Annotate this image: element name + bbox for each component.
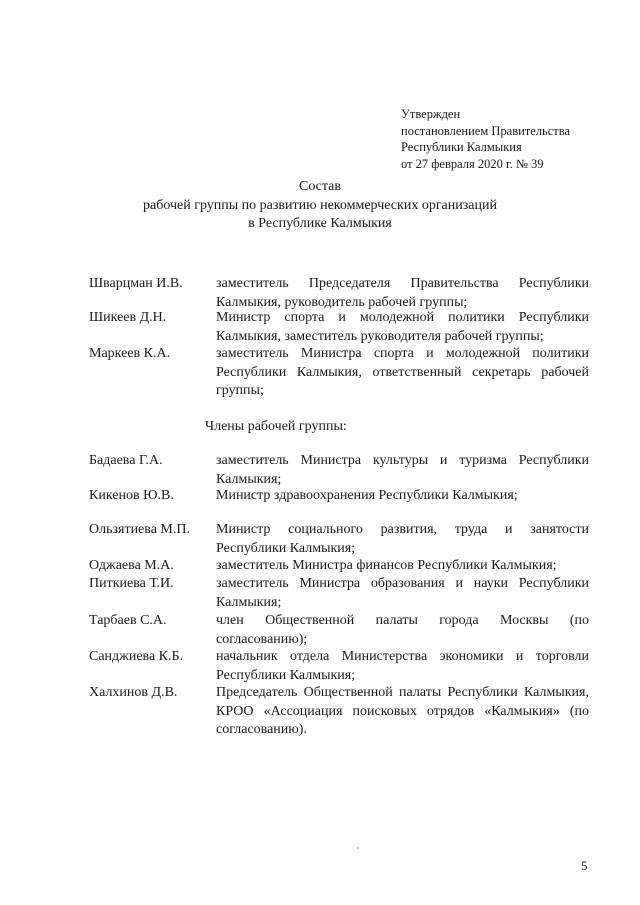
member-role: заместитель Министра образования и науки Республики Калмыкия;: [216, 576, 589, 610]
member-role: заместитель Министра спорта и молодежной политики Республики Калмыкия, ответственный секретарь рабочей группы;: [216, 346, 589, 398]
member-name: Тарбаев С.А.: [89, 613, 167, 628]
approval-line: Утвержден: [401, 107, 461, 121]
member-name: Питкиева Т.И.: [89, 576, 174, 591]
member-name: Шикеев Д.Н.: [89, 310, 167, 325]
title-line: рабочей группы по развитию некоммерческих организаций: [143, 197, 497, 213]
member-role: Председатель Общественной палаты Республики Калмыкия, КРОО «Ассоциация поисковых отрядов «Калмыкия» (по согласованию).: [216, 685, 589, 737]
member-name: Халхинов Д.В.: [89, 685, 178, 700]
member-role: заместитель Министра культуры и туризма Республики Калмыкия;: [216, 453, 589, 487]
member-role: член Общественной палаты города Москвы (по согласованию);: [216, 613, 589, 647]
member-name: Шварцман И.В.: [89, 276, 183, 291]
member-role: Министр здравоохранения Республики Калмыкия;: [216, 488, 518, 503]
approval-stamp: [401, 106, 570, 172]
title-line: в Республике Калмыкия: [248, 216, 392, 231]
approval-line: постановлением Правительства: [401, 123, 571, 138]
member-name: Маркеев К.А.: [89, 346, 171, 361]
page-number: 5: [581, 858, 588, 873]
member-name: Кикенов Ю.В.: [89, 488, 174, 503]
member-role: начальник отдела Министерства экономики и торговли Республики Калмыкия;: [216, 649, 589, 683]
title-line: Состав: [298, 179, 341, 194]
approval-line: от 27 февраля 2020 г. № 39: [401, 156, 544, 171]
members-heading: Члены рабочей группы:: [205, 419, 347, 434]
member-role: заместитель Министра финансов Республики Калмыкия;: [216, 558, 557, 573]
member-role: Министр социального развития, труда и занятости Республики Калмыкия;: [216, 522, 589, 556]
member-role: Министр спорта и молодежной политики Республики Калмыкия, заместитель руководителя рабочей группы;: [216, 310, 589, 344]
member-role: заместитель Председателя Правительства Республики Калмыкия, руководитель рабочей группы;: [216, 276, 589, 310]
scan-speck: [357, 847, 359, 849]
member-name: Ользятиева М.П.: [89, 522, 190, 537]
member-name: Бадаева Г.А.: [89, 453, 163, 468]
approval-line: Республики Калмыкия: [401, 140, 522, 154]
member-name: Санджиева К.Б.: [89, 649, 184, 664]
document-title: [0, 178, 640, 234]
member-name: Оджаева М.А.: [89, 558, 174, 573]
